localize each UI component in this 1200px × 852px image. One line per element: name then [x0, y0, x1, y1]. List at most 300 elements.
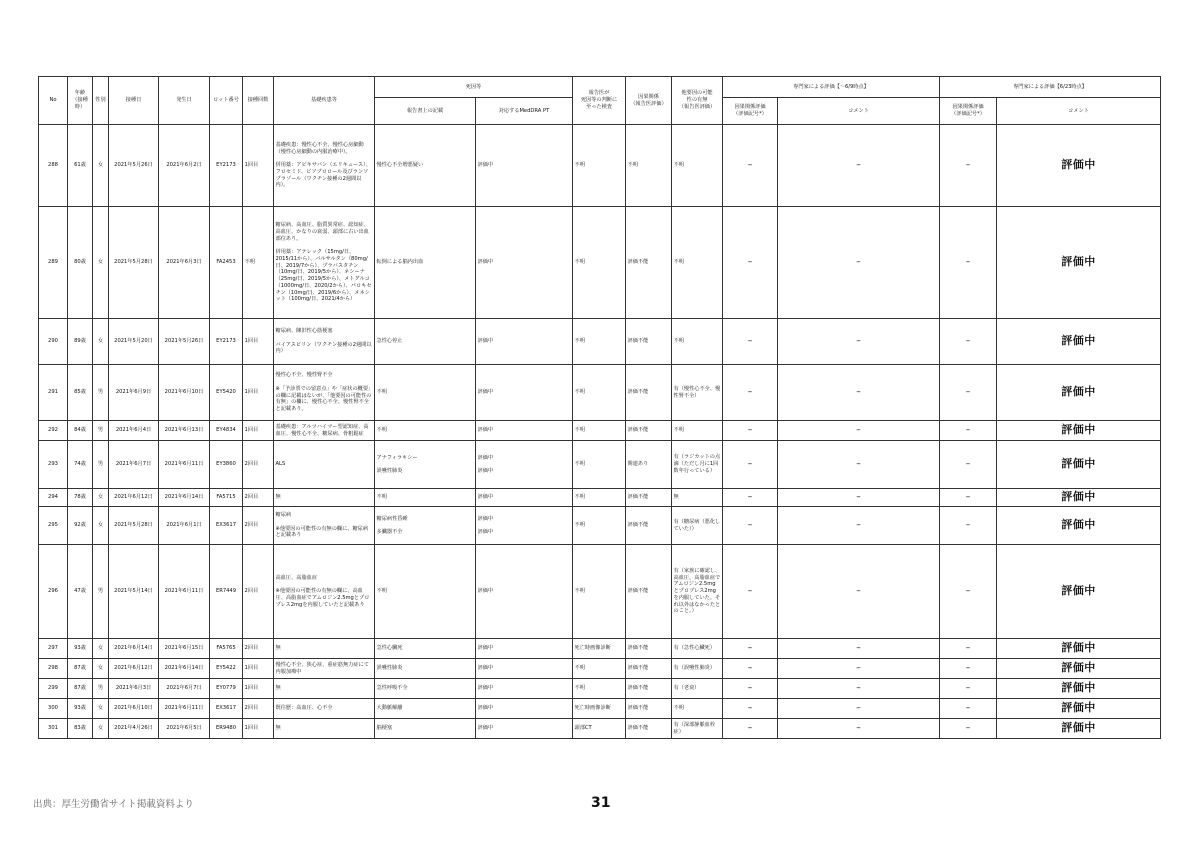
row-cause-reported-secondary: 多臓器不全 — [376, 528, 403, 535]
col-cause-pt-header: 対応するMedDRA PT — [476, 98, 573, 125]
row-vaccination-date: 2021年6月12日 — [109, 659, 159, 679]
row-cause-reported-primary: 大動脈解離 — [376, 705, 403, 712]
row-expert1-eval: – — [723, 125, 778, 207]
row-sex: 男 — [93, 421, 109, 441]
row-cause-reported — [375, 365, 476, 421]
row-cause-reported — [375, 421, 476, 441]
row-meddra-pt-primary: 評価中 — [477, 454, 494, 461]
row-no: 296 — [39, 545, 68, 639]
row-no: 289 — [39, 207, 68, 319]
row-causality: 評価不能 — [626, 639, 672, 659]
row-cause-reported — [375, 679, 476, 699]
row-no: 290 — [39, 319, 68, 365]
row-meddra-pt — [476, 421, 573, 441]
row-causality: 評価不能 — [626, 699, 672, 719]
row-causality: 評価不能 — [626, 507, 672, 545]
row-expert2-comment: 評価中 — [997, 207, 1161, 319]
row-cause-reported-primary: 不明 — [376, 588, 387, 595]
row-expert1-comment: – — [778, 699, 940, 719]
row-expert1-comment: – — [778, 319, 940, 365]
col-age-header: 年齢 （接種 時） — [68, 77, 93, 125]
row-expert2-comment: 評価中 — [997, 489, 1161, 507]
row-onset-date: 2021年6月14日 — [159, 489, 210, 507]
row-onset-date: 2021年6月13日 — [159, 421, 210, 441]
col-lot-header: ロット番号 — [210, 77, 243, 125]
row-cause-reported-primary: 急性心停止 — [376, 338, 403, 345]
row-expert1-comment: – — [778, 679, 940, 699]
row-exam: 不明 — [573, 421, 626, 441]
row-cause-reported-primary: 慢性心不全増悪疑い — [376, 162, 424, 169]
table-row — [39, 319, 1161, 365]
row-lot-number: ER7449 — [210, 545, 243, 639]
row-lot-number: EY5420 — [210, 365, 243, 421]
row-dose: 2回目 — [243, 441, 274, 489]
row-expert2-comment: 評価中 — [997, 507, 1161, 545]
row-underlying-conditions: 糖尿病 ※他要因の可能性の有無の欄に、糖尿病と記載あり — [274, 507, 375, 545]
row-meddra-pt — [476, 125, 573, 207]
row-onset-date: 2021年6月11日 — [159, 545, 210, 639]
row-vaccination-date: 2021年6月9日 — [109, 365, 159, 421]
col-expert2-eval-header: 因果関係評価 （評価記号*） — [940, 98, 997, 125]
row-meddra-pt-primary: 評価中 — [477, 162, 494, 169]
col-expert1-comment-header: コメント — [778, 98, 940, 125]
row-expert2-comment: 評価中 — [997, 679, 1161, 699]
row-lot-number: EY4834 — [210, 421, 243, 441]
row-exam: 死亡時画像診断 — [573, 639, 626, 659]
row-vaccination-date: 2021年5月28日 — [109, 507, 159, 545]
row-meddra-pt-primary: 評価中 — [477, 588, 494, 595]
row-sex: 女 — [93, 489, 109, 507]
row-expert1-comment: – — [778, 207, 940, 319]
row-underlying-conditions: 慢性心不全、慢性腎不全 ※「予診票での留意点」や「症状の概要」の欄に記載はないが、「他要因の可能性の有無」の欄に、慢性心不全、慢性腎不全と記載あり。 — [274, 365, 375, 421]
row-expert1-eval: – — [723, 421, 778, 441]
row-cause-reported — [375, 319, 476, 365]
row-onset-date: 2021年6月11日 — [159, 699, 210, 719]
row-onset-date: 2021年6月2日 — [159, 125, 210, 207]
row-expert2-eval: – — [940, 507, 997, 545]
row-other-factors: 不明 — [672, 319, 723, 365]
row-onset-date: 2021年6月11日 — [159, 441, 210, 489]
row-causality: 関連あり — [626, 441, 672, 489]
row-cause-reported-primary: 糖尿病性昏睡 — [376, 515, 408, 522]
row-onset-date: 2021年6月10日 — [159, 365, 210, 421]
row-dose: 1回目 — [243, 365, 274, 421]
col-exam-header: 報告医が 死因等の判断に 至った検査 — [573, 77, 626, 125]
row-expert1-eval: – — [723, 441, 778, 489]
row-expert2-eval: – — [940, 699, 997, 719]
row-vaccination-date: 2021年6月14日 — [109, 639, 159, 659]
row-meddra-pt — [476, 207, 573, 319]
row-other-factors: 不明 — [672, 125, 723, 207]
table-row — [39, 507, 1161, 545]
row-meddra-pt — [476, 659, 573, 679]
row-expert2-eval: – — [940, 207, 997, 319]
table-row — [39, 679, 1161, 699]
row-sex: 男 — [93, 545, 109, 639]
row-sex: 女 — [93, 639, 109, 659]
row-expert1-eval: – — [723, 699, 778, 719]
row-other-factors: 有（深部静脈血栓症） — [672, 719, 723, 739]
row-age: 61歳 — [68, 125, 93, 207]
row-expert1-eval: – — [723, 679, 778, 699]
row-expert2-eval: – — [940, 719, 997, 739]
row-expert2-eval: – — [940, 489, 997, 507]
row-no: 294 — [39, 489, 68, 507]
row-meddra-pt — [476, 679, 573, 699]
row-exam: 不明 — [573, 659, 626, 679]
row-other-factors: 有（誤嚥性肺炎） — [672, 659, 723, 679]
row-vaccination-date: 2021年4月26日 — [109, 719, 159, 739]
col-dose-header: 接種回数 — [243, 77, 274, 125]
row-meddra-pt-primary: 評価中 — [477, 494, 494, 501]
row-expert2-eval: – — [940, 319, 997, 365]
row-other-factors: 有（急性心臓死） — [672, 639, 723, 659]
row-expert1-eval: – — [723, 507, 778, 545]
row-vaccination-date: 2021年5月14日 — [109, 545, 159, 639]
row-exam: 死亡時画像診断 — [573, 699, 626, 719]
row-causality: 評価不能 — [626, 365, 672, 421]
row-lot-number: ER9480 — [210, 719, 243, 739]
row-meddra-pt — [476, 441, 573, 489]
row-age: 47歳 — [68, 545, 93, 639]
row-sex: 男 — [93, 441, 109, 489]
row-dose: 1回目 — [243, 659, 274, 679]
row-meddra-pt — [476, 319, 573, 365]
row-sex: 女 — [93, 207, 109, 319]
table-row — [39, 719, 1161, 739]
row-sex: 女 — [93, 719, 109, 739]
col-underlying-header: 基礎疾患等 — [274, 77, 375, 125]
row-lot-number: FA2453 — [210, 207, 243, 319]
row-lot-number: EX3617 — [210, 507, 243, 545]
row-other-factors: 不明 — [672, 421, 723, 441]
row-expert2-eval: – — [940, 441, 997, 489]
row-causality: 評価不能 — [626, 319, 672, 365]
col-expert1-group-header: 専門家による評価【～6/9時点】 — [723, 77, 940, 98]
row-cause-reported-primary: 急性心臓死 — [376, 645, 403, 652]
row-cause-reported — [375, 441, 476, 489]
row-dose: 2回目 — [243, 489, 274, 507]
row-no: 288 — [39, 125, 68, 207]
row-underlying-conditions: 無 — [274, 679, 375, 699]
row-expert1-comment: – — [778, 125, 940, 207]
row-exam: 不明 — [573, 441, 626, 489]
row-vaccination-date: 2021年6月12日 — [109, 489, 159, 507]
row-dose: 2回目 — [243, 545, 274, 639]
row-exam: 不明 — [573, 507, 626, 545]
row-cause-reported-primary: 脳梗塞 — [376, 725, 393, 732]
row-cause-reported — [375, 489, 476, 507]
row-sex: 女 — [93, 699, 109, 719]
row-expert1-comment: – — [778, 659, 940, 679]
col-expert2-group-header: 専門家による評価【6/23時点】 — [940, 77, 1161, 98]
row-age: 93歳 — [68, 699, 93, 719]
row-expert2-eval: – — [940, 639, 997, 659]
row-dose: 不明 — [243, 207, 274, 319]
row-cause-reported — [375, 719, 476, 739]
row-onset-date: 2021年6月3日 — [159, 207, 210, 319]
row-lot-number: FA5765 — [210, 639, 243, 659]
row-expert2-eval: – — [940, 125, 997, 207]
row-no: 299 — [39, 679, 68, 699]
row-underlying-conditions: 高血圧、高脂血症 ※他要因の可能性の有無の欄に、高血圧、高脂血症でアムロジン2.5mgとプロプレス2mgを内服していたと記載あり — [274, 545, 375, 639]
row-other-factors: 無 — [672, 489, 723, 507]
row-expert2-eval: – — [940, 421, 997, 441]
row-sex: 女 — [93, 125, 109, 207]
row-meddra-pt-primary: 評価中 — [477, 645, 494, 652]
row-cause-reported — [375, 659, 476, 679]
row-causality: 評価不能 — [626, 659, 672, 679]
row-expert2-eval: – — [940, 545, 997, 639]
table-row — [39, 489, 1161, 507]
row-onset-date: 2021年6月1日 — [159, 507, 210, 545]
row-no: 291 — [39, 365, 68, 421]
row-expert2-eval: – — [940, 679, 997, 699]
row-cause-reported-primary: 急性呼吸不全 — [376, 685, 408, 692]
row-age: 93歳 — [68, 639, 93, 659]
row-underlying-conditions: 糖尿病、陳旧性心筋梗塞 バイアスピリン（ワクチン接種の2週間以内） — [274, 319, 375, 365]
row-underlying-conditions: 無 — [274, 489, 375, 507]
row-lot-number: EY3860 — [210, 441, 243, 489]
row-cause-reported — [375, 125, 476, 207]
row-sex: 男 — [93, 679, 109, 699]
row-onset-date: 2021年6月14日 — [159, 659, 210, 679]
col-causality-header: 因果関係 （報告医評価） — [626, 77, 672, 125]
row-cause-reported — [375, 639, 476, 659]
row-no: 292 — [39, 421, 68, 441]
table-row — [39, 639, 1161, 659]
row-expert1-comment: – — [778, 441, 940, 489]
row-expert1-eval: – — [723, 365, 778, 421]
row-age: 84歳 — [68, 421, 93, 441]
row-no: 298 — [39, 659, 68, 679]
row-lot-number: EY0779 — [210, 679, 243, 699]
row-exam: 不明 — [573, 207, 626, 319]
row-other-factors: 有（糖尿病（悪化していた）） — [672, 507, 723, 545]
row-expert2-comment: 評価中 — [997, 365, 1161, 421]
row-expert1-comment: – — [778, 365, 940, 421]
row-underlying-conditions: 無 — [274, 639, 375, 659]
row-expert1-eval: – — [723, 319, 778, 365]
row-sex: 女 — [93, 319, 109, 365]
row-meddra-pt-primary: 評価中 — [477, 725, 494, 732]
row-causality: 評価不能 — [626, 207, 672, 319]
source-citation: 出典：厚生労働省サイト掲載資料より — [33, 799, 194, 810]
row-expert2-comment: 評価中 — [997, 699, 1161, 719]
row-age: 92歳 — [68, 507, 93, 545]
row-cause-reported-primary: 不明 — [376, 389, 387, 396]
row-vaccination-date: 2021年6月3日 — [109, 679, 159, 699]
row-vaccination-date: 2021年6月4日 — [109, 421, 159, 441]
row-cause-reported-primary: 転倒による脳内出血 — [376, 259, 424, 266]
row-meddra-pt-primary: 評価中 — [477, 685, 494, 692]
row-expert2-eval: – — [940, 365, 997, 421]
row-exam: 不明 — [573, 545, 626, 639]
row-dose: 1回目 — [243, 679, 274, 699]
row-expert2-eval: – — [940, 659, 997, 679]
row-no: 295 — [39, 507, 68, 545]
row-expert1-eval: – — [723, 545, 778, 639]
row-lot-number: EY2173 — [210, 125, 243, 207]
row-other-factors: 有（家族に確認し、高血圧、高脂血症でアムロジン2.5mgとプロプレス2mgを内服していた。それ以外はなかったとのこと。） — [672, 545, 723, 639]
row-cause-reported-primary: 誤嚥性肺炎 — [376, 665, 403, 672]
row-meddra-pt — [476, 699, 573, 719]
row-vaccination-date: 2021年5月20日 — [109, 319, 159, 365]
row-vaccination-date: 2021年6月7日 — [109, 441, 159, 489]
row-expert1-comment: – — [778, 545, 940, 639]
row-expert1-comment: – — [778, 489, 940, 507]
row-no: 301 — [39, 719, 68, 739]
row-age: 87歳 — [68, 679, 93, 699]
row-expert2-comment: 評価中 — [997, 319, 1161, 365]
row-sex: 女 — [93, 507, 109, 545]
row-exam: 頭部CT — [573, 719, 626, 739]
row-lot-number: EX3617 — [210, 699, 243, 719]
row-meddra-pt-secondary: 評価中 — [477, 528, 494, 535]
row-exam: 不明 — [573, 489, 626, 507]
row-underlying-conditions: 基礎疾患：慢性心不全、慢性心房細動 （慢性心房細動の内服治療中）。 併用薬：アピキサバン（エリキュース）、フロセミド、ビソプロロール及びランソプラゾール（ワクチン接種の2週間以内）。 — [274, 125, 375, 207]
row-meddra-pt — [476, 489, 573, 507]
row-causality: 不明 — [626, 125, 672, 207]
row-sex: 男 — [93, 365, 109, 421]
row-causality: 評価不能 — [626, 719, 672, 739]
row-exam: 不明 — [573, 125, 626, 207]
row-dose: 2回目 — [243, 699, 274, 719]
row-expert1-comment: – — [778, 421, 940, 441]
row-dose: 1回目 — [243, 125, 274, 207]
row-age: 85歳 — [68, 365, 93, 421]
row-expert1-eval: – — [723, 207, 778, 319]
row-sex: 女 — [93, 659, 109, 679]
row-dose: 2回目 — [243, 639, 274, 659]
row-meddra-pt-secondary: 評価中 — [477, 467, 494, 474]
row-underlying-conditions: 慢性心不全、狭心症、重症筋無力症にて内服加療中 — [274, 659, 375, 679]
row-age: 80歳 — [68, 207, 93, 319]
col-vaccination-date-header: 接種日 — [109, 77, 159, 125]
row-expert1-eval: – — [723, 719, 778, 739]
row-meddra-pt-primary: 評価中 — [477, 338, 494, 345]
row-expert2-comment: 評価中 — [997, 441, 1161, 489]
table-row — [39, 125, 1161, 207]
row-meddra-pt-primary: 評価中 — [477, 427, 494, 434]
row-lot-number: FA5715 — [210, 489, 243, 507]
row-age: 74歳 — [68, 441, 93, 489]
row-meddra-pt — [476, 545, 573, 639]
row-exam: 不明 — [573, 679, 626, 699]
col-cause-group-header: 死因等 — [375, 77, 573, 98]
row-causality: 評価不能 — [626, 679, 672, 699]
row-lot-number: EY5422 — [210, 659, 243, 679]
row-expert2-comment: 評価中 — [997, 545, 1161, 639]
table-row — [39, 441, 1161, 489]
row-other-factors: 有（老衰） — [672, 679, 723, 699]
col-other-factor-header: 他要因の可能 性の有無 （報告医評価） — [672, 77, 723, 125]
row-expert1-eval: – — [723, 659, 778, 679]
row-cause-reported-primary: 不明 — [376, 427, 387, 434]
table-row — [39, 207, 1161, 319]
table-row — [39, 659, 1161, 679]
row-age: 89歳 — [68, 319, 93, 365]
row-lot-number: EY2173 — [210, 319, 243, 365]
row-expert1-comment: – — [778, 507, 940, 545]
row-dose: 1回目 — [243, 421, 274, 441]
row-causality: 評価不能 — [626, 421, 672, 441]
row-cause-reported — [375, 699, 476, 719]
row-age: 78歳 — [68, 489, 93, 507]
row-expert2-comment: 評価中 — [997, 659, 1161, 679]
row-meddra-pt — [476, 365, 573, 421]
row-underlying-conditions: 糖尿病、高血圧、脂質異常症、認知症、高血圧、かなりの衰弱、頭部に古い出血部位あり。 併用薬：アテレック（15mg/日、2015/11から）、バルサルタン（80mg/日、2019/7から）、プラバスタチン（10mg/日、2019/5から）、ネシーナ（25mg/日、2019/5から）、メトグルコ（1000mg/日、2020/2から）、パロキセチン（10mg/日、2019/6から）、メネシット（100mg/日、2021/4から） — [274, 207, 375, 319]
row-underlying-conditions: 基礎疾患：アルツハイマー型認知症、高血圧、慢性心不全、糖尿病、骨粗鬆症 — [274, 421, 375, 441]
row-other-factors: 不明 — [672, 207, 723, 319]
row-meddra-pt-primary: 評価中 — [477, 665, 494, 672]
row-no: 293 — [39, 441, 68, 489]
row-age: 83歳 — [68, 719, 93, 739]
row-cause-reported-secondary: 誤嚥性肺炎 — [376, 467, 403, 474]
col-onset-date-header: 発生日 — [159, 77, 210, 125]
row-cause-reported-primary: 不明 — [376, 494, 387, 501]
row-age: 87歳 — [68, 659, 93, 679]
table-row — [39, 365, 1161, 421]
row-dose: 2回目 — [243, 507, 274, 545]
row-expert1-comment: – — [778, 719, 940, 739]
row-cause-reported-primary: アナフィラキシー — [376, 454, 418, 461]
row-meddra-pt-primary: 評価中 — [477, 515, 494, 522]
row-vaccination-date: 2021年5月28日 — [109, 207, 159, 319]
row-other-factors: 有（ラジカットの点滴（ただし月に1回 数年行っている） — [672, 441, 723, 489]
report-table-area — [38, 76, 1160, 741]
row-meddra-pt — [476, 719, 573, 739]
row-meddra-pt-primary: 評価中 — [477, 389, 494, 396]
row-no: 300 — [39, 699, 68, 719]
row-onset-date: 2021年6月15日 — [159, 639, 210, 659]
table-row — [39, 545, 1161, 639]
col-expert1-eval-header: 因果関係評価 （評価記号*） — [723, 98, 778, 125]
row-meddra-pt-primary: 評価中 — [477, 705, 494, 712]
row-cause-reported — [375, 207, 476, 319]
page-number: 31 — [591, 795, 611, 811]
row-vaccination-date: 2021年6月10日 — [109, 699, 159, 719]
col-expert2-comment-header: コメント — [997, 98, 1161, 125]
row-cause-reported — [375, 545, 476, 639]
row-expert1-comment: – — [778, 639, 940, 659]
row-expert2-comment: 評価中 — [997, 719, 1161, 739]
table-row — [39, 421, 1161, 441]
row-cause-reported — [375, 507, 476, 545]
row-exam: 不明 — [573, 365, 626, 421]
col-no-header: No — [39, 77, 68, 125]
row-expert2-comment: 評価中 — [997, 639, 1161, 659]
row-other-factors: 不明 — [672, 699, 723, 719]
row-expert1-eval: – — [723, 639, 778, 659]
row-no: 297 — [39, 639, 68, 659]
adverse-event-table — [38, 76, 1161, 739]
row-exam: 不明 — [573, 319, 626, 365]
row-underlying-conditions: 既往歴：高血圧、心不全 — [274, 699, 375, 719]
col-sex-header: 性別 — [93, 77, 109, 125]
row-onset-date: 2021年6月7日 — [159, 679, 210, 699]
table-row — [39, 699, 1161, 719]
row-onset-date: 2021年5月26日 — [159, 319, 210, 365]
row-meddra-pt — [476, 507, 573, 545]
row-expert2-comment: 評価中 — [997, 421, 1161, 441]
row-dose: 1回目 — [243, 319, 274, 365]
row-meddra-pt-primary: 評価中 — [477, 259, 494, 266]
row-dose: 1回目 — [243, 719, 274, 739]
row-meddra-pt — [476, 639, 573, 659]
row-other-factors: 有（慢性心不全、慢性腎不全） — [672, 365, 723, 421]
row-onset-date: 2021年6月5日 — [159, 719, 210, 739]
